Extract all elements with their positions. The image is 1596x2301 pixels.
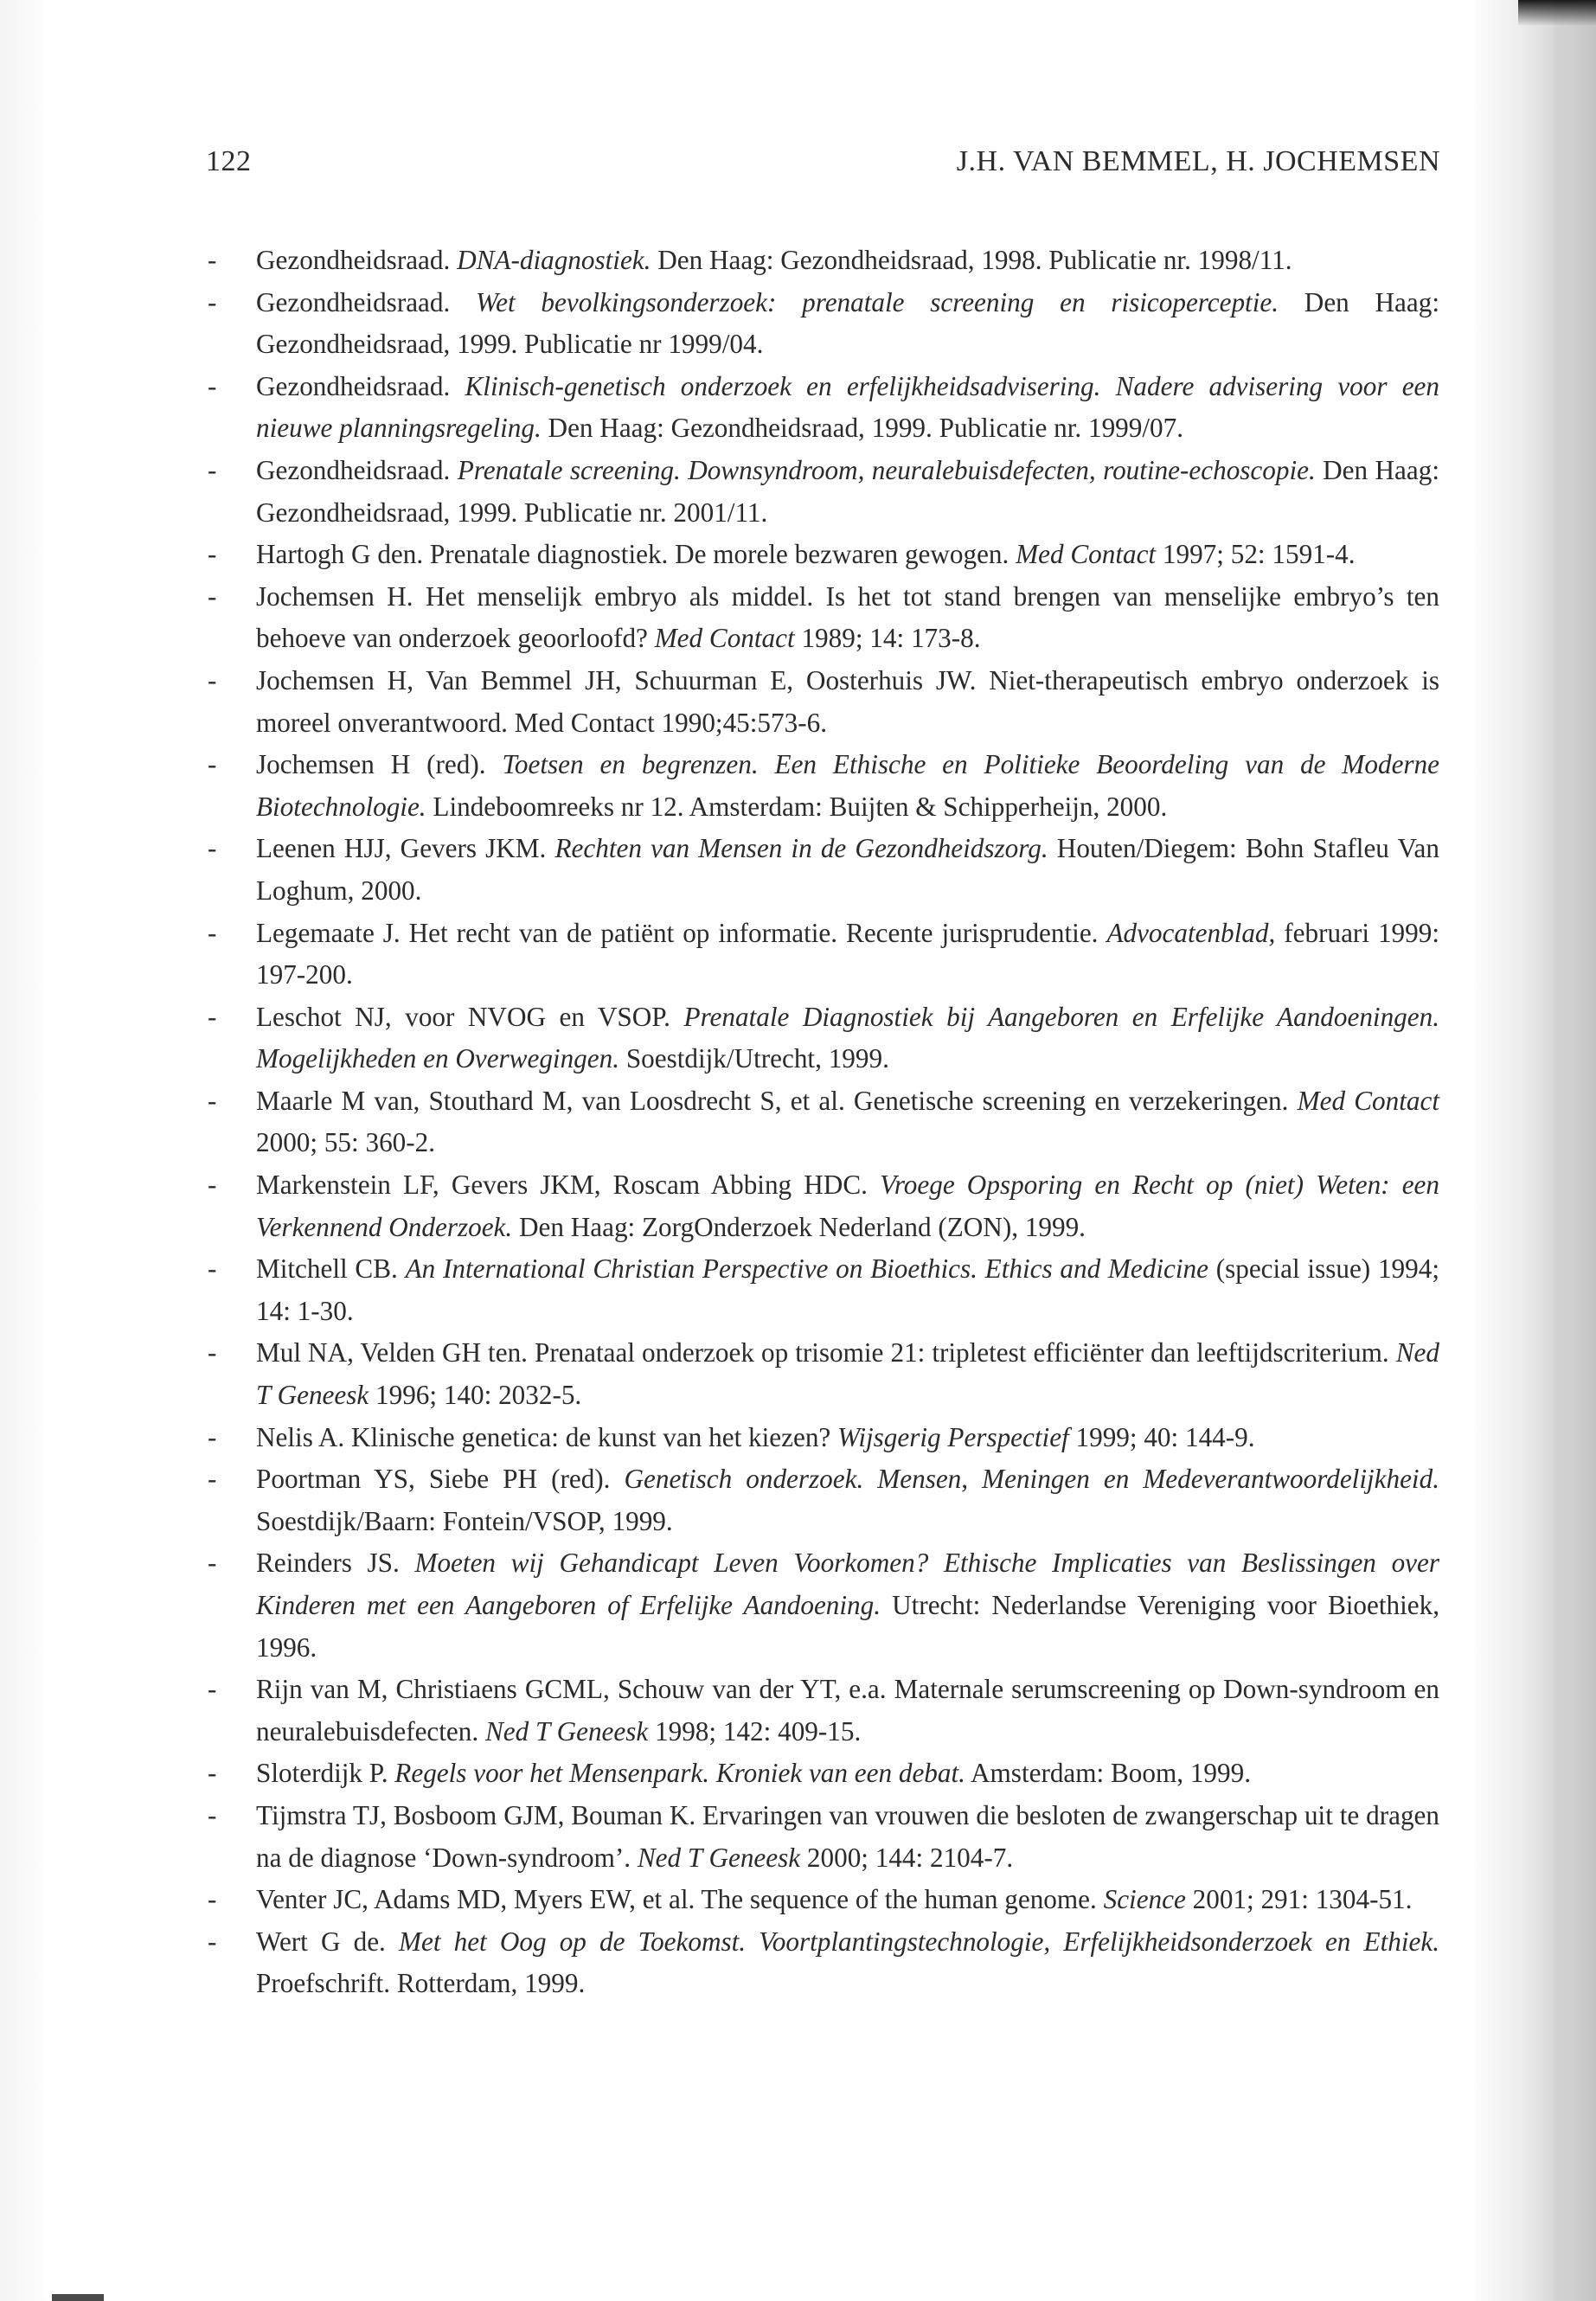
reference-item xyxy=(208,660,1439,744)
reference-title: Med Contact xyxy=(1016,539,1157,570)
running-header xyxy=(206,145,1440,178)
reference-item xyxy=(208,1417,1439,1459)
reference-text: Houten/Diegem: Bohn Stafleu Van Loghum, 2000. xyxy=(256,833,1439,906)
list-dash: - xyxy=(208,539,217,570)
reference-text: Poortman YS, Siebe PH (red). xyxy=(256,1464,625,1495)
book-spine-shadow xyxy=(1551,0,1596,2301)
list-dash: - xyxy=(208,286,217,317)
reference-text: Legemaate J. Het recht van de patiënt op informatie. Recente jurisprudentie. xyxy=(256,917,1107,948)
list-dash: - xyxy=(208,917,217,948)
reference-item xyxy=(208,1458,1439,1542)
list-dash: - xyxy=(208,370,217,401)
list-dash: - xyxy=(208,1085,217,1116)
reference-title: Rechten van Mensen in de Gezondheidszorg. xyxy=(554,833,1048,864)
list-dash: - xyxy=(208,833,217,864)
page-number: 122 xyxy=(206,145,252,177)
list-dash: - xyxy=(208,1464,217,1495)
reference-text: Reinders JS. xyxy=(256,1548,415,1579)
reference-title: Wijsgerig Perspectief xyxy=(837,1421,1069,1452)
reference-text: 2000; 55: 360-2. xyxy=(256,1127,436,1158)
reference-text: Den Haag: Gezondheidsraad, 1999. Publicatie nr 1999/04. xyxy=(256,286,1439,360)
reference-title: Regels voor het Mensenpark. Kroniek van een debat. xyxy=(394,1758,965,1789)
list-dash: - xyxy=(208,1758,217,1789)
reference-item xyxy=(208,450,1439,534)
reference-item xyxy=(208,1795,1439,1879)
reference-item xyxy=(208,828,1439,912)
reference-title: Genetisch onderzoek. Mensen, Meningen en Medeverantwoordelijkheid. xyxy=(624,1464,1439,1495)
reference-item xyxy=(208,1669,1439,1753)
reference-text: Den Haag: Gezondheidsraad, 1999. Publicatie nr. 2001/11. xyxy=(256,454,1439,528)
reference-title: Toetsen en begrenzen. Een Ethische en Politieke Beoordeling van de Moderne Biotechnologie. xyxy=(256,749,1439,822)
reference-text: Jochemsen H (red). xyxy=(256,749,503,780)
reference-text: Maarle M van, Stouthard M, van Loosdrecht S, et al. Genetische screening en verzekeringen. xyxy=(256,1085,1298,1116)
reference-title: Ned T Geneesk xyxy=(484,1715,649,1747)
reference-title: Klinisch-genetisch onderzoek en erfelijkheidsadvisering. Nadere advisering voor een nieuwe planningsregeling. xyxy=(256,370,1439,444)
reference-text: 2000; 144: 2104-7. xyxy=(800,1842,1014,1873)
list-dash: - xyxy=(208,245,217,275)
reference-text: 1998; 142: 409-15. xyxy=(648,1715,862,1747)
reference-text: Markenstein LF, Gevers JKM, Roscam Abbing HDC. xyxy=(256,1170,881,1201)
reference-text: Wert G de. xyxy=(256,1926,399,1957)
list-dash: - xyxy=(208,1253,217,1285)
list-dash: - xyxy=(208,1337,217,1368)
reference-text: 1989; 14: 173-8. xyxy=(794,623,981,654)
reference-item xyxy=(208,534,1439,576)
reference-title: Med Contact xyxy=(1297,1085,1439,1116)
reference-item xyxy=(208,1879,1439,1921)
reference-item xyxy=(208,1921,1439,2005)
reference-text: Jochemsen H. Het menselijk embryo als middel. Is het tot stand brengen van menselijke embryo’s ten behoeve van onderzoek geoorloofd? xyxy=(256,580,1439,654)
reference-text: Den Haag: Gezondheidsraad, 1999. Publicatie nr. 1999/07. xyxy=(541,413,1184,444)
reference-text: Gezondheidsraad. xyxy=(256,454,458,485)
reference-title: Vroege Opsporing en Recht op (niet) Weten: een Verkennend Onderzoek. xyxy=(256,1170,1439,1242)
reference-title: Ned T Geneesk xyxy=(637,1842,801,1873)
reference-text: 1999; 40: 144-9. xyxy=(1068,1421,1255,1452)
reference-text: Rijn van M, Christiaens GCML, Schouw van der YT, e.a. Maternale serumscreening op Down-syndroom en neuralebuisdefecten. xyxy=(256,1674,1439,1747)
reference-text: Proefschrift. Rotterdam, 1999. xyxy=(256,1968,586,1999)
reference-item xyxy=(208,282,1439,366)
reference-text: Mul NA, Velden GH ten. Prenataal onderzoek op trisomie 21: tripletest efficiënter dan leeftijdscriterium. xyxy=(256,1337,1396,1368)
reference-title: Met het Oog op de Toekomst. Voortplantingstechnologie, Erfelijkheidsonderzoek en Ethiek. xyxy=(399,1926,1439,1957)
reference-title: Science xyxy=(1103,1884,1186,1915)
reference-item xyxy=(208,997,1439,1080)
list-dash: - xyxy=(208,1421,217,1452)
reference-text: 1996; 140: 2032-5. xyxy=(369,1380,582,1411)
reference-text: Leenen HJJ, Gevers JKM. xyxy=(256,833,555,864)
reference-item xyxy=(208,1248,1439,1332)
reference-text: Nelis A. Klinische genetica: de kunst van het kiezen? xyxy=(256,1421,838,1452)
reference-item xyxy=(208,1080,1439,1164)
reference-title: Wet bevolkingsonderzoek: prenatale screening en risicoperceptie. xyxy=(476,286,1279,317)
list-dash: - xyxy=(208,580,217,612)
reference-item xyxy=(208,1164,1439,1248)
scan-edge-mark xyxy=(52,2294,104,2301)
list-dash: - xyxy=(208,1884,217,1915)
reference-item xyxy=(208,913,1439,997)
list-dash: - xyxy=(208,454,217,485)
reference-item xyxy=(208,744,1439,828)
reference-text: Lindeboomreeks nr 12. Amsterdam: Buijten & Schipperheijn, 2000. xyxy=(426,791,1168,822)
reference-text: Mitchell CB. xyxy=(256,1253,406,1285)
list-dash: - xyxy=(208,749,217,780)
reference-item xyxy=(208,576,1439,660)
list-dash: - xyxy=(208,664,217,695)
reference-title: Prenatale screening. Downsyndroom, neuralebuisdefecten, routine-echoscopie. xyxy=(457,454,1316,485)
list-dash: - xyxy=(208,1170,217,1201)
reference-item xyxy=(208,240,1439,282)
reference-text: Hartogh G den. Prenatale diagnostiek. De morele bezwaren gewogen. xyxy=(256,539,1016,570)
reference-title: Med Contact xyxy=(654,623,795,654)
reference-title: DNA-diagnostiek. xyxy=(457,245,651,275)
reference-text: Soestdijk/Baarn: Fontein/VSOP, 1999. xyxy=(256,1505,673,1536)
reference-text: Den Haag: Gezondheidsraad, 1998. Publicatie nr. 1998/11. xyxy=(651,245,1292,275)
list-dash: - xyxy=(208,1548,217,1579)
running-head-authors: J.H. VAN BEMMEL, H. JOCHEMSEN xyxy=(956,145,1440,177)
reference-text: Den Haag: ZorgOnderzoek Nederland (ZON), 1999. xyxy=(512,1211,1086,1242)
reference-item xyxy=(208,366,1439,450)
list-dash: - xyxy=(208,1001,217,1032)
reference-title: An International Christian Perspective on Bioethics. Ethics and Medicine xyxy=(405,1253,1208,1285)
reference-text: Venter JC, Adams MD, Myers EW, et al. The sequence of the human genome. xyxy=(256,1884,1104,1915)
scan-edge-shadow xyxy=(1518,0,1596,26)
reference-text: Gezondheidsraad. xyxy=(256,245,458,275)
reference-text: Gezondheidsraad. xyxy=(256,370,465,401)
reference-text: Amsterdam: Boom, 1999. xyxy=(965,1758,1252,1789)
reference-text: Gezondheidsraad. xyxy=(256,286,477,317)
reference-item xyxy=(208,1332,1439,1416)
reference-text: (special issue) 1994; 14: 1-30. xyxy=(256,1253,1439,1326)
reference-title: Moeten wij Gehandicapt Leven Voorkomen? Ethische Implicaties van Beslissingen over Kinderen met een Aangeboren of Erfelijke Aandoening. xyxy=(256,1548,1439,1620)
reference-text: Sloterdijk P. xyxy=(256,1758,395,1789)
reference-title: Advocatenblad, xyxy=(1106,917,1276,948)
list-dash: - xyxy=(208,1926,217,1957)
reference-list xyxy=(208,240,1439,2005)
reference-text: Leschot NJ, voor NVOG en VSOP. xyxy=(256,1001,684,1032)
reference-text: Tijmstra TJ, Bosboom GJM, Bouman K. Ervaringen van vrouwen die besloten de zwangerschap uit te dragen na de diagnose ‘Down-syndroom’. xyxy=(256,1799,1439,1873)
reference-text: Jochemsen H, Van Bemmel JH, Schuurman E, Oosterhuis JW. Niet-therapeutisch embryo onderzoek is moreel onverantwoord. Med Contact 1990;45:573-6. xyxy=(256,664,1439,738)
list-dash: - xyxy=(208,1799,217,1830)
reference-item xyxy=(208,1753,1439,1795)
list-dash: - xyxy=(208,1674,217,1705)
reference-text: Soestdijk/Utrecht, 1999. xyxy=(619,1043,889,1074)
reference-title: Prenatale Diagnostiek bij Aangeboren en Erfelijke Aandoeningen. Mogelijkheden en Overwegingen. xyxy=(256,1001,1440,1074)
reference-title: Ned T Geneesk xyxy=(256,1337,1439,1411)
reference-text: 2001; 291: 1304-51. xyxy=(1185,1884,1413,1915)
reference-item xyxy=(208,1542,1439,1669)
reference-text: 1997; 52: 1591-4. xyxy=(1156,539,1356,570)
reference-text: februari 1999: 197-200. xyxy=(256,917,1439,990)
reference-text: Utrecht: Nederlandse Vereniging voor Bioethiek, 1996. xyxy=(256,1590,1440,1663)
